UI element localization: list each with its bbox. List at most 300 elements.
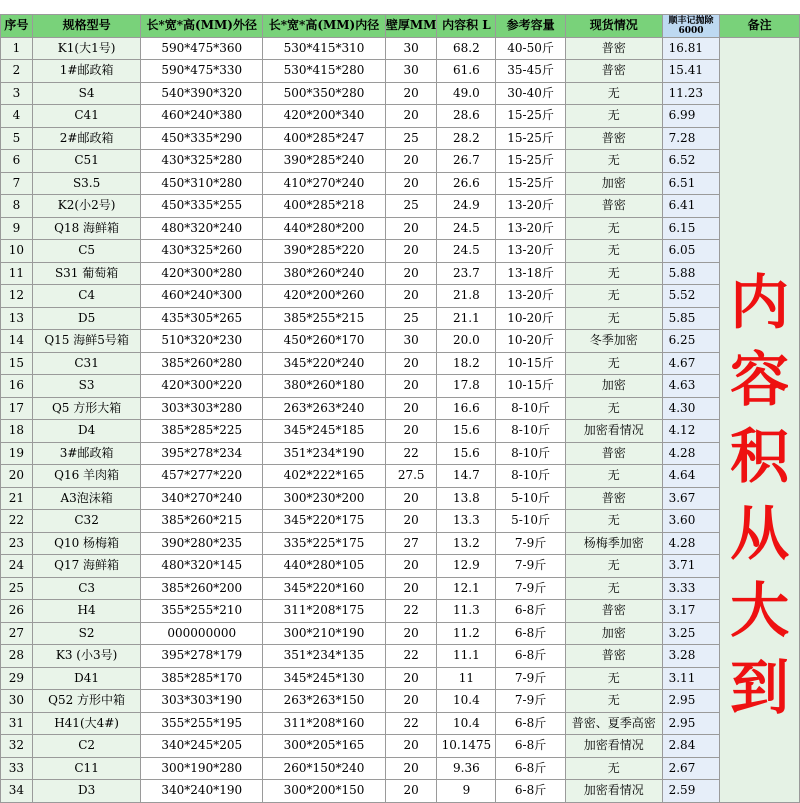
cell-stock[interactable]: 无 bbox=[565, 240, 662, 263]
cell-volume[interactable]: 9 bbox=[437, 780, 496, 803]
cell-model[interactable]: H4 bbox=[32, 600, 141, 623]
cell-stock[interactable]: 加密看情况 bbox=[565, 420, 662, 443]
cell-model[interactable]: Q10 杨梅箱 bbox=[32, 532, 141, 555]
cell-volume[interactable]: 68.2 bbox=[437, 37, 496, 60]
header-capacity[interactable]: 参考容量 bbox=[496, 15, 566, 38]
cell-volume[interactable]: 24.5 bbox=[437, 240, 496, 263]
cell-inner-size[interactable]: 311*208*160 bbox=[263, 712, 386, 735]
cell-stock[interactable]: 普密 bbox=[565, 442, 662, 465]
cell-inner-size[interactable]: 351*234*135 bbox=[263, 645, 386, 668]
cell-wall[interactable]: 22 bbox=[385, 645, 437, 668]
cell-seq[interactable]: 29 bbox=[1, 667, 33, 690]
cell-model[interactable]: D5 bbox=[32, 307, 141, 330]
cell-capacity[interactable]: 7-9斤 bbox=[496, 690, 566, 713]
cell-model[interactable]: C41 bbox=[32, 105, 141, 128]
cell-inner-size[interactable]: 450*260*170 bbox=[263, 330, 386, 353]
cell-stock[interactable]: 无 bbox=[565, 667, 662, 690]
cell-stock[interactable]: 冬季加密 bbox=[565, 330, 662, 353]
cell-volume[interactable]: 11.2 bbox=[437, 622, 496, 645]
cell-price[interactable]: 3.17 bbox=[662, 600, 720, 623]
cell-volume[interactable]: 12.1 bbox=[437, 577, 496, 600]
cell-model[interactable]: S4 bbox=[32, 82, 141, 105]
cell-model[interactable]: C5 bbox=[32, 240, 141, 263]
cell-price[interactable]: 2.95 bbox=[662, 690, 720, 713]
cell-stock[interactable]: 普密 bbox=[565, 195, 662, 218]
cell-capacity[interactable]: 15-25斤 bbox=[496, 127, 566, 150]
cell-stock[interactable]: 加密看情况 bbox=[565, 780, 662, 803]
cell-capacity[interactable]: 8-10斤 bbox=[496, 397, 566, 420]
cell-seq[interactable]: 21 bbox=[1, 487, 33, 510]
cell-capacity[interactable]: 7-9斤 bbox=[496, 667, 566, 690]
cell-price[interactable]: 4.67 bbox=[662, 352, 720, 375]
cell-model[interactable]: S3.5 bbox=[32, 172, 141, 195]
cell-volume[interactable]: 14.7 bbox=[437, 465, 496, 488]
cell-seq[interactable]: 34 bbox=[1, 780, 33, 803]
cell-wall[interactable]: 20 bbox=[385, 82, 437, 105]
cell-outer-size[interactable]: 385*285*170 bbox=[141, 667, 263, 690]
cell-capacity[interactable]: 7-9斤 bbox=[496, 532, 566, 555]
cell-outer-size[interactable]: 395*278*234 bbox=[141, 442, 263, 465]
cell-price[interactable]: 2.95 bbox=[662, 712, 720, 735]
cell-seq[interactable]: 1 bbox=[1, 37, 33, 60]
cell-wall[interactable]: 22 bbox=[385, 600, 437, 623]
cell-stock[interactable]: 加密 bbox=[565, 172, 662, 195]
header-wall[interactable]: 壁厚MM bbox=[385, 15, 437, 38]
cell-model[interactable]: K2(小2号) bbox=[32, 195, 141, 218]
cell-capacity[interactable]: 7-9斤 bbox=[496, 577, 566, 600]
cell-outer-size[interactable]: 420*300*280 bbox=[141, 262, 263, 285]
cell-outer-size[interactable]: 480*320*145 bbox=[141, 555, 263, 578]
cell-seq[interactable]: 23 bbox=[1, 532, 33, 555]
cell-seq[interactable]: 10 bbox=[1, 240, 33, 263]
cell-model[interactable]: C11 bbox=[32, 757, 141, 780]
cell-model[interactable]: Q5 方形大箱 bbox=[32, 397, 141, 420]
cell-volume[interactable]: 12.9 bbox=[437, 555, 496, 578]
cell-model[interactable]: 2#邮政箱 bbox=[32, 127, 141, 150]
cell-model[interactable]: Q52 方形中箱 bbox=[32, 690, 141, 713]
cell-wall[interactable]: 20 bbox=[385, 150, 437, 173]
cell-outer-size[interactable]: 590*475*360 bbox=[141, 37, 263, 60]
cell-inner-size[interactable]: 263*263*150 bbox=[263, 690, 386, 713]
cell-seq[interactable]: 31 bbox=[1, 712, 33, 735]
cell-stock[interactable]: 无 bbox=[565, 150, 662, 173]
cell-seq[interactable]: 12 bbox=[1, 285, 33, 308]
cell-model[interactable]: C32 bbox=[32, 510, 141, 533]
cell-model[interactable]: D41 bbox=[32, 667, 141, 690]
cell-capacity[interactable]: 6-8斤 bbox=[496, 780, 566, 803]
cell-inner-size[interactable]: 402*222*165 bbox=[263, 465, 386, 488]
cell-volume[interactable]: 21.1 bbox=[437, 307, 496, 330]
cell-stock[interactable]: 加密 bbox=[565, 622, 662, 645]
cell-model[interactable]: H41(大4#) bbox=[32, 712, 141, 735]
cell-inner-size[interactable]: 345*220*240 bbox=[263, 352, 386, 375]
header-inner-size[interactable]: 长*宽*高(MM)内径 bbox=[263, 15, 386, 38]
cell-price[interactable]: 5.52 bbox=[662, 285, 720, 308]
cell-seq[interactable]: 27 bbox=[1, 622, 33, 645]
cell-capacity[interactable]: 13-20斤 bbox=[496, 285, 566, 308]
cell-inner-size[interactable]: 400*285*247 bbox=[263, 127, 386, 150]
cell-wall[interactable]: 20 bbox=[385, 375, 437, 398]
cell-inner-size[interactable]: 345*245*185 bbox=[263, 420, 386, 443]
cell-stock[interactable]: 无 bbox=[565, 285, 662, 308]
cell-wall[interactable]: 20 bbox=[385, 262, 437, 285]
cell-capacity[interactable]: 5-10斤 bbox=[496, 510, 566, 533]
cell-inner-size[interactable]: 345*245*130 bbox=[263, 667, 386, 690]
cell-inner-size[interactable]: 390*285*220 bbox=[263, 240, 386, 263]
cell-model[interactable]: C2 bbox=[32, 735, 141, 758]
cell-model[interactable]: 3#邮政箱 bbox=[32, 442, 141, 465]
cell-capacity[interactable]: 10-20斤 bbox=[496, 307, 566, 330]
cell-stock[interactable]: 加密看情况 bbox=[565, 735, 662, 758]
cell-volume[interactable]: 13.8 bbox=[437, 487, 496, 510]
cell-model[interactable]: C31 bbox=[32, 352, 141, 375]
cell-seq[interactable]: 26 bbox=[1, 600, 33, 623]
cell-volume[interactable]: 16.6 bbox=[437, 397, 496, 420]
cell-volume[interactable]: 13.3 bbox=[437, 510, 496, 533]
cell-price[interactable]: 2.84 bbox=[662, 735, 720, 758]
cell-volume[interactable]: 28.2 bbox=[437, 127, 496, 150]
cell-outer-size[interactable]: 435*305*265 bbox=[141, 307, 263, 330]
remark-cell[interactable] bbox=[720, 37, 800, 802]
header-model[interactable]: 规格型号 bbox=[32, 15, 141, 38]
cell-wall[interactable]: 20 bbox=[385, 622, 437, 645]
cell-seq[interactable]: 24 bbox=[1, 555, 33, 578]
cell-stock[interactable]: 无 bbox=[565, 307, 662, 330]
cell-outer-size[interactable]: 303*303*190 bbox=[141, 690, 263, 713]
cell-seq[interactable]: 32 bbox=[1, 735, 33, 758]
cell-price[interactable]: 3.25 bbox=[662, 622, 720, 645]
cell-model[interactable]: Q17 海鲜箱 bbox=[32, 555, 141, 578]
cell-price[interactable]: 2.67 bbox=[662, 757, 720, 780]
cell-stock[interactable]: 普密 bbox=[565, 127, 662, 150]
cell-price[interactable]: 6.25 bbox=[662, 330, 720, 353]
cell-stock[interactable]: 无 bbox=[565, 82, 662, 105]
cell-model[interactable]: C4 bbox=[32, 285, 141, 308]
cell-wall[interactable]: 20 bbox=[385, 105, 437, 128]
cell-seq[interactable]: 8 bbox=[1, 195, 33, 218]
cell-model[interactable]: C51 bbox=[32, 150, 141, 173]
cell-inner-size[interactable]: 311*208*175 bbox=[263, 600, 386, 623]
cell-stock[interactable]: 杨梅季加密 bbox=[565, 532, 662, 555]
cell-capacity[interactable]: 8-10斤 bbox=[496, 465, 566, 488]
cell-seq[interactable]: 33 bbox=[1, 757, 33, 780]
cell-inner-size[interactable]: 260*150*240 bbox=[263, 757, 386, 780]
cell-wall[interactable]: 27.5 bbox=[385, 465, 437, 488]
cell-outer-size[interactable]: 430*325*260 bbox=[141, 240, 263, 263]
cell-volume[interactable]: 18.2 bbox=[437, 352, 496, 375]
cell-outer-size[interactable]: 460*240*300 bbox=[141, 285, 263, 308]
cell-outer-size[interactable]: 385*260*280 bbox=[141, 352, 263, 375]
cell-volume[interactable]: 61.6 bbox=[437, 60, 496, 83]
cell-outer-size[interactable]: 460*240*380 bbox=[141, 105, 263, 128]
cell-seq[interactable]: 3 bbox=[1, 82, 33, 105]
cell-stock[interactable]: 无 bbox=[565, 217, 662, 240]
cell-price[interactable]: 6.41 bbox=[662, 195, 720, 218]
cell-inner-size[interactable]: 390*285*240 bbox=[263, 150, 386, 173]
cell-inner-size[interactable]: 530*415*280 bbox=[263, 60, 386, 83]
cell-price[interactable]: 4.28 bbox=[662, 442, 720, 465]
cell-stock[interactable]: 无 bbox=[565, 105, 662, 128]
cell-price[interactable]: 4.12 bbox=[662, 420, 720, 443]
cell-outer-size[interactable]: 390*280*235 bbox=[141, 532, 263, 555]
cell-outer-size[interactable]: 420*300*220 bbox=[141, 375, 263, 398]
cell-wall[interactable]: 20 bbox=[385, 555, 437, 578]
cell-seq[interactable]: 6 bbox=[1, 150, 33, 173]
cell-capacity[interactable]: 13-18斤 bbox=[496, 262, 566, 285]
cell-inner-size[interactable]: 345*220*160 bbox=[263, 577, 386, 600]
cell-capacity[interactable]: 30-40斤 bbox=[496, 82, 566, 105]
cell-price[interactable]: 6.99 bbox=[662, 105, 720, 128]
cell-outer-size[interactable]: 303*303*280 bbox=[141, 397, 263, 420]
cell-volume[interactable]: 26.7 bbox=[437, 150, 496, 173]
cell-wall[interactable]: 20 bbox=[385, 667, 437, 690]
cell-capacity[interactable]: 35-45斤 bbox=[496, 60, 566, 83]
cell-stock[interactable]: 普密 bbox=[565, 487, 662, 510]
cell-stock[interactable]: 无 bbox=[565, 555, 662, 578]
cell-inner-size[interactable]: 500*350*280 bbox=[263, 82, 386, 105]
cell-stock[interactable]: 普密 bbox=[565, 60, 662, 83]
cell-outer-size[interactable]: 385*260*215 bbox=[141, 510, 263, 533]
cell-capacity[interactable]: 15-25斤 bbox=[496, 172, 566, 195]
cell-outer-size[interactable]: 385*260*200 bbox=[141, 577, 263, 600]
cell-price[interactable]: 3.33 bbox=[662, 577, 720, 600]
cell-wall[interactable]: 25 bbox=[385, 195, 437, 218]
cell-inner-size[interactable]: 420*200*340 bbox=[263, 105, 386, 128]
cell-volume[interactable]: 9.36 bbox=[437, 757, 496, 780]
cell-outer-size[interactable]: 340*245*205 bbox=[141, 735, 263, 758]
cell-stock[interactable]: 普密 bbox=[565, 645, 662, 668]
cell-outer-size[interactable]: 340*270*240 bbox=[141, 487, 263, 510]
cell-stock[interactable]: 无 bbox=[565, 577, 662, 600]
cell-price[interactable]: 5.85 bbox=[662, 307, 720, 330]
cell-volume[interactable]: 24.5 bbox=[437, 217, 496, 240]
cell-outer-size[interactable]: 395*278*179 bbox=[141, 645, 263, 668]
cell-outer-size[interactable]: 355*255*210 bbox=[141, 600, 263, 623]
cell-outer-size[interactable]: 590*475*330 bbox=[141, 60, 263, 83]
cell-seq[interactable]: 15 bbox=[1, 352, 33, 375]
cell-price[interactable]: 3.60 bbox=[662, 510, 720, 533]
cell-volume[interactable]: 17.8 bbox=[437, 375, 496, 398]
cell-inner-size[interactable]: 300*205*165 bbox=[263, 735, 386, 758]
cell-volume[interactable]: 13.2 bbox=[437, 532, 496, 555]
cell-stock[interactable]: 普密 bbox=[565, 37, 662, 60]
cell-wall[interactable]: 27 bbox=[385, 532, 437, 555]
cell-outer-size[interactable]: 450*310*280 bbox=[141, 172, 263, 195]
cell-seq[interactable]: 18 bbox=[1, 420, 33, 443]
cell-inner-size[interactable]: 263*263*240 bbox=[263, 397, 386, 420]
cell-capacity[interactable]: 6-8斤 bbox=[496, 712, 566, 735]
cell-seq[interactable]: 2 bbox=[1, 60, 33, 83]
cell-volume[interactable]: 21.8 bbox=[437, 285, 496, 308]
cell-inner-size[interactable]: 440*280*200 bbox=[263, 217, 386, 240]
cell-capacity[interactable]: 5-10斤 bbox=[496, 487, 566, 510]
cell-model[interactable]: S31 葡萄箱 bbox=[32, 262, 141, 285]
cell-seq[interactable]: 16 bbox=[1, 375, 33, 398]
header-outer-size[interactable]: 长*宽*高(MM)外径 bbox=[141, 15, 263, 38]
cell-wall[interactable]: 22 bbox=[385, 712, 437, 735]
cell-capacity[interactable]: 15-25斤 bbox=[496, 150, 566, 173]
cell-price[interactable]: 3.11 bbox=[662, 667, 720, 690]
cell-wall[interactable]: 20 bbox=[385, 735, 437, 758]
cell-volume[interactable]: 15.6 bbox=[437, 442, 496, 465]
cell-outer-size[interactable]: 340*240*190 bbox=[141, 780, 263, 803]
cell-volume[interactable]: 15.6 bbox=[437, 420, 496, 443]
cell-capacity[interactable]: 10-15斤 bbox=[496, 352, 566, 375]
cell-capacity[interactable]: 40-50斤 bbox=[496, 37, 566, 60]
cell-volume[interactable]: 26.6 bbox=[437, 172, 496, 195]
cell-price[interactable]: 2.59 bbox=[662, 780, 720, 803]
cell-price[interactable]: 6.15 bbox=[662, 217, 720, 240]
cell-volume[interactable]: 28.6 bbox=[437, 105, 496, 128]
cell-wall[interactable]: 20 bbox=[385, 172, 437, 195]
cell-model[interactable]: A3泡沫箱 bbox=[32, 487, 141, 510]
cell-stock[interactable]: 无 bbox=[565, 262, 662, 285]
cell-wall[interactable]: 20 bbox=[385, 240, 437, 263]
cell-capacity[interactable]: 6-8斤 bbox=[496, 622, 566, 645]
cell-capacity[interactable]: 10-15斤 bbox=[496, 375, 566, 398]
cell-price[interactable]: 6.51 bbox=[662, 172, 720, 195]
cell-outer-size[interactable]: 430*325*280 bbox=[141, 150, 263, 173]
cell-model[interactable]: 1#邮政箱 bbox=[32, 60, 141, 83]
cell-volume[interactable]: 23.7 bbox=[437, 262, 496, 285]
cell-wall[interactable]: 20 bbox=[385, 757, 437, 780]
cell-inner-size[interactable]: 300*200*150 bbox=[263, 780, 386, 803]
cell-stock[interactable]: 无 bbox=[565, 510, 662, 533]
cell-outer-size[interactable]: 510*320*230 bbox=[141, 330, 263, 353]
cell-seq[interactable]: 20 bbox=[1, 465, 33, 488]
cell-wall[interactable]: 30 bbox=[385, 37, 437, 60]
cell-inner-size[interactable]: 335*225*175 bbox=[263, 532, 386, 555]
cell-inner-size[interactable]: 300*230*200 bbox=[263, 487, 386, 510]
cell-volume[interactable]: 20.0 bbox=[437, 330, 496, 353]
cell-model[interactable]: Q15 海鲜5号箱 bbox=[32, 330, 141, 353]
header-stock[interactable]: 现货情况 bbox=[565, 15, 662, 38]
cell-price[interactable]: 15.41 bbox=[662, 60, 720, 83]
cell-capacity[interactable]: 7-9斤 bbox=[496, 555, 566, 578]
cell-seq[interactable]: 30 bbox=[1, 690, 33, 713]
cell-seq[interactable]: 28 bbox=[1, 645, 33, 668]
cell-wall[interactable]: 20 bbox=[385, 780, 437, 803]
cell-wall[interactable]: 20 bbox=[385, 285, 437, 308]
cell-outer-size[interactable]: 385*285*225 bbox=[141, 420, 263, 443]
header-volume[interactable]: 内容积 L bbox=[437, 15, 496, 38]
cell-model[interactable]: D3 bbox=[32, 780, 141, 803]
header-remark[interactable]: 备注 bbox=[720, 15, 800, 38]
cell-price[interactable]: 7.28 bbox=[662, 127, 720, 150]
cell-capacity[interactable]: 8-10斤 bbox=[496, 442, 566, 465]
cell-price[interactable]: 3.28 bbox=[662, 645, 720, 668]
cell-volume[interactable]: 10.4 bbox=[437, 690, 496, 713]
cell-model[interactable]: K3 (小3号) bbox=[32, 645, 141, 668]
cell-wall[interactable]: 30 bbox=[385, 60, 437, 83]
cell-seq[interactable]: 5 bbox=[1, 127, 33, 150]
cell-wall[interactable]: 20 bbox=[385, 352, 437, 375]
cell-capacity[interactable]: 15-25斤 bbox=[496, 105, 566, 128]
cell-price[interactable]: 4.64 bbox=[662, 465, 720, 488]
cell-volume[interactable]: 11 bbox=[437, 667, 496, 690]
cell-outer-size[interactable]: 480*320*240 bbox=[141, 217, 263, 240]
cell-inner-size[interactable]: 351*234*190 bbox=[263, 442, 386, 465]
cell-seq[interactable]: 17 bbox=[1, 397, 33, 420]
cell-inner-size[interactable]: 400*285*218 bbox=[263, 195, 386, 218]
cell-outer-size[interactable]: 355*255*195 bbox=[141, 712, 263, 735]
cell-price[interactable]: 5.88 bbox=[662, 262, 720, 285]
cell-price[interactable]: 6.52 bbox=[662, 150, 720, 173]
cell-wall[interactable]: 25 bbox=[385, 307, 437, 330]
cell-inner-size[interactable]: 385*255*215 bbox=[263, 307, 386, 330]
cell-inner-size[interactable]: 380*260*240 bbox=[263, 262, 386, 285]
cell-seq[interactable]: 13 bbox=[1, 307, 33, 330]
cell-volume[interactable]: 10.4 bbox=[437, 712, 496, 735]
cell-seq[interactable]: 22 bbox=[1, 510, 33, 533]
cell-model[interactable]: S2 bbox=[32, 622, 141, 645]
cell-inner-size[interactable]: 530*415*310 bbox=[263, 37, 386, 60]
cell-seq[interactable]: 19 bbox=[1, 442, 33, 465]
cell-outer-size[interactable]: 000000000 bbox=[141, 622, 263, 645]
cell-inner-size[interactable]: 380*260*180 bbox=[263, 375, 386, 398]
cell-capacity[interactable]: 6-8斤 bbox=[496, 735, 566, 758]
cell-stock[interactable]: 普密 bbox=[565, 600, 662, 623]
cell-stock[interactable]: 无 bbox=[565, 757, 662, 780]
cell-outer-size[interactable]: 450*335*290 bbox=[141, 127, 263, 150]
cell-wall[interactable]: 30 bbox=[385, 330, 437, 353]
cell-volume[interactable]: 24.9 bbox=[437, 195, 496, 218]
cell-inner-size[interactable]: 345*220*175 bbox=[263, 510, 386, 533]
cell-price[interactable]: 11.23 bbox=[662, 82, 720, 105]
cell-inner-size[interactable]: 410*270*240 bbox=[263, 172, 386, 195]
cell-stock[interactable]: 加密 bbox=[565, 375, 662, 398]
cell-wall[interactable]: 22 bbox=[385, 442, 437, 465]
cell-outer-size[interactable]: 300*190*280 bbox=[141, 757, 263, 780]
cell-capacity[interactable]: 10-20斤 bbox=[496, 330, 566, 353]
cell-capacity[interactable]: 13-20斤 bbox=[496, 195, 566, 218]
cell-price[interactable]: 4.63 bbox=[662, 375, 720, 398]
cell-volume[interactable]: 49.0 bbox=[437, 82, 496, 105]
cell-outer-size[interactable]: 540*390*320 bbox=[141, 82, 263, 105]
header-seq[interactable]: 序号 bbox=[1, 15, 33, 38]
cell-stock[interactable]: 无 bbox=[565, 352, 662, 375]
cell-wall[interactable]: 20 bbox=[385, 690, 437, 713]
cell-capacity[interactable]: 13-20斤 bbox=[496, 217, 566, 240]
cell-volume[interactable]: 11.1 bbox=[437, 645, 496, 668]
cell-stock[interactable]: 无 bbox=[565, 397, 662, 420]
cell-model[interactable]: K1(大1号) bbox=[32, 37, 141, 60]
cell-price[interactable]: 4.28 bbox=[662, 532, 720, 555]
cell-volume[interactable]: 11.3 bbox=[437, 600, 496, 623]
cell-capacity[interactable]: 13-20斤 bbox=[496, 240, 566, 263]
cell-seq[interactable]: 9 bbox=[1, 217, 33, 240]
cell-capacity[interactable]: 6-8斤 bbox=[496, 757, 566, 780]
cell-model[interactable]: Q18 海鲜箱 bbox=[32, 217, 141, 240]
cell-seq[interactable]: 14 bbox=[1, 330, 33, 353]
cell-outer-size[interactable]: 450*335*255 bbox=[141, 195, 263, 218]
cell-price[interactable]: 3.67 bbox=[662, 487, 720, 510]
cell-seq[interactable]: 11 bbox=[1, 262, 33, 285]
cell-seq[interactable]: 4 bbox=[1, 105, 33, 128]
cell-wall[interactable]: 20 bbox=[385, 510, 437, 533]
cell-capacity[interactable]: 6-8斤 bbox=[496, 645, 566, 668]
cell-seq[interactable]: 7 bbox=[1, 172, 33, 195]
cell-model[interactable]: S3 bbox=[32, 375, 141, 398]
cell-outer-size[interactable]: 457*277*220 bbox=[141, 465, 263, 488]
cell-seq[interactable]: 25 bbox=[1, 577, 33, 600]
cell-wall[interactable]: 25 bbox=[385, 127, 437, 150]
cell-wall[interactable]: 20 bbox=[385, 577, 437, 600]
cell-model[interactable]: C3 bbox=[32, 577, 141, 600]
cell-inner-size[interactable]: 300*210*190 bbox=[263, 622, 386, 645]
cell-wall[interactable]: 20 bbox=[385, 217, 437, 240]
cell-inner-size[interactable]: 420*200*260 bbox=[263, 285, 386, 308]
